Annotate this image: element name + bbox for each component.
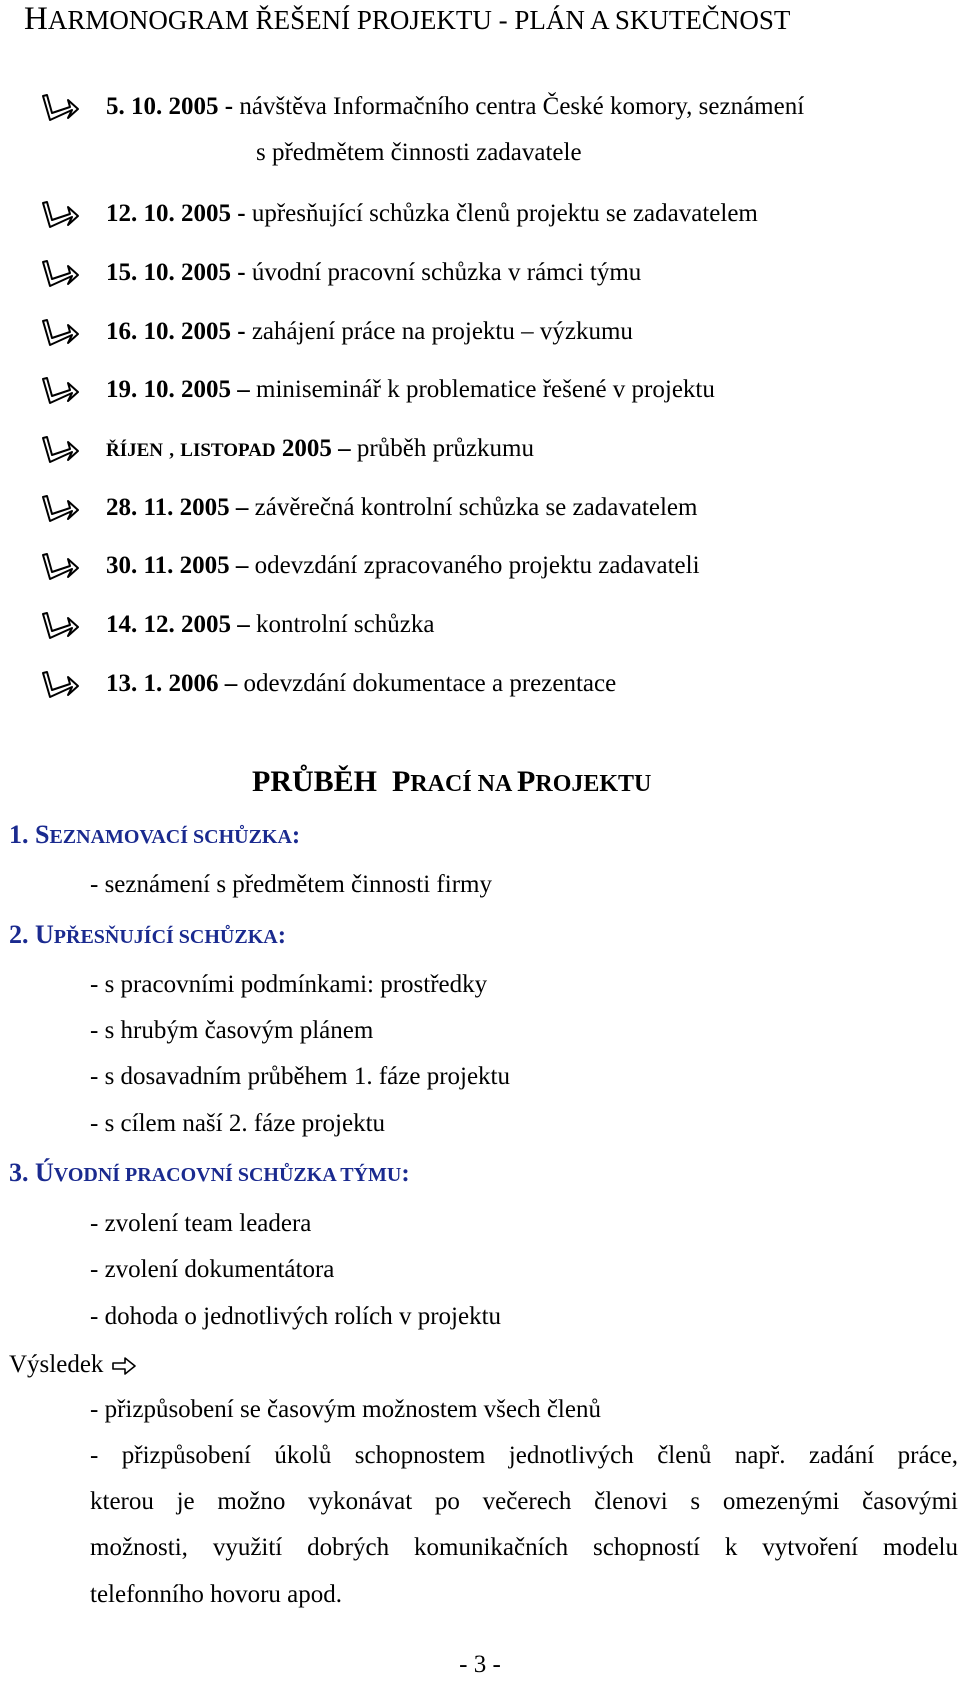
schedule-item bbox=[0, 371, 960, 411]
schedule-line: 15. 10. 2005 - úvodní pracovní schůzka v rámci týmu bbox=[106, 259, 642, 286]
schedule-item bbox=[0, 313, 960, 353]
schedule-line: 5. 10. 2005 - návštěva Informačního centra České komory, seznámení bbox=[106, 93, 805, 120]
outline-arrow-icon bbox=[103, 1351, 137, 1378]
schedule-line: 14. 12. 2005 – kontrolní schůzka bbox=[106, 611, 435, 638]
schedule-line: ŘÍJEN , LISTOPAD 2005 – průběh průzkumu bbox=[106, 435, 534, 462]
result-label: Výsledek bbox=[9, 1348, 137, 1382]
meeting-heading: 2. UPŘESŇUJÍCÍ SCHŮZKA: bbox=[9, 920, 287, 949]
meeting-item: - zvolení dokumentátora bbox=[90, 1256, 335, 1283]
schedule-line-continuation: s předmětem činnosti zadavatele bbox=[256, 139, 582, 166]
meeting-item: - s dosavadním průběhem 1. fáze projektu bbox=[90, 1063, 511, 1090]
meeting-item: - s cílem naší 2. fáze projektu bbox=[90, 1110, 386, 1137]
meeting-heading: 1. SEZNAMOVACÍ SCHŮZKA: bbox=[9, 820, 301, 849]
schedule-line: 12. 10. 2005 - upřesňující schůzka členů projektu se zadavatelem bbox=[106, 200, 758, 227]
arrow-bullet-icon bbox=[40, 491, 80, 527]
meeting-item: - s hrubým časovým plánem bbox=[90, 1017, 374, 1044]
schedule-item bbox=[0, 489, 960, 529]
arrow-bullet-icon bbox=[40, 432, 80, 468]
arrow-bullet-icon bbox=[40, 667, 80, 703]
arrow-bullet-icon bbox=[40, 90, 80, 126]
schedule-item bbox=[0, 547, 960, 587]
title-rest: ŘEŠENÍ PROJEKTU - PLÁN A SKUTEČNOST bbox=[255, 5, 791, 35]
result-paragraph-line: možnosti, využití dobrých komunikačních schopností k vytvoření modelu bbox=[90, 1534, 958, 1561]
schedule-item bbox=[0, 254, 960, 294]
schedule-item bbox=[0, 665, 960, 705]
arrow-bullet-icon bbox=[40, 197, 80, 233]
result-item: - přizpůsobení se časovým možnostem všech členů bbox=[90, 1396, 601, 1423]
result-paragraph-line: - přizpůsobení úkolů schopnostem jednotlivých členů např. zadání práce, bbox=[90, 1442, 958, 1469]
meeting-item: - dohoda o jednotlivých rolích v projektu bbox=[90, 1303, 502, 1330]
arrow-bullet-icon bbox=[40, 373, 80, 409]
meeting-heading: 3. ÚVODNÍ PRACOVNÍ SCHŮZKA TÝMU: bbox=[9, 1158, 410, 1187]
progress-heading: PRŮBĚH PRACÍ NA PROJEKTU bbox=[252, 765, 652, 798]
result-paragraph-line: kterou je možno vykonávat po večerech členovi s omezenými časovými bbox=[90, 1488, 958, 1515]
arrow-bullet-icon bbox=[40, 256, 80, 292]
meeting-item: - zvolení team leadera bbox=[90, 1210, 312, 1237]
page-title bbox=[24, 2, 790, 37]
meeting-item: - s pracovními podmínkami: prostředky bbox=[90, 971, 488, 998]
schedule-item bbox=[0, 606, 960, 646]
schedule-line: 16. 10. 2005 - zahájení práce na projektu – výzkumu bbox=[106, 318, 633, 345]
schedule-line: 19. 10. 2005 – miniseminář k problematice řešené v projektu bbox=[106, 376, 715, 403]
meeting-item: - seznámení s předmětem činnosti firmy bbox=[90, 871, 492, 898]
arrow-bullet-icon bbox=[40, 315, 80, 351]
schedule-line: 13. 1. 2006 – odevzdání dokumentace a prezentace bbox=[106, 670, 617, 697]
title-word: ARMONOGRAM bbox=[47, 5, 256, 35]
schedule-line: 30. 11. 2005 – odevzdání zpracovaného projektu zadavateli bbox=[106, 552, 700, 579]
schedule-line: 28. 11. 2005 – závěrečná kontrolní schůzka se zadavatelem bbox=[106, 494, 698, 521]
schedule-item bbox=[0, 430, 960, 470]
schedule-item bbox=[0, 195, 960, 235]
result-paragraph-line: telefonního hovoru apod. bbox=[90, 1581, 343, 1608]
arrow-bullet-icon bbox=[40, 549, 80, 585]
title-initial: H bbox=[24, 1, 48, 37]
arrow-bullet-icon bbox=[40, 608, 80, 644]
page-number: - 3 - bbox=[459, 1651, 501, 1678]
schedule-item bbox=[0, 88, 960, 166]
